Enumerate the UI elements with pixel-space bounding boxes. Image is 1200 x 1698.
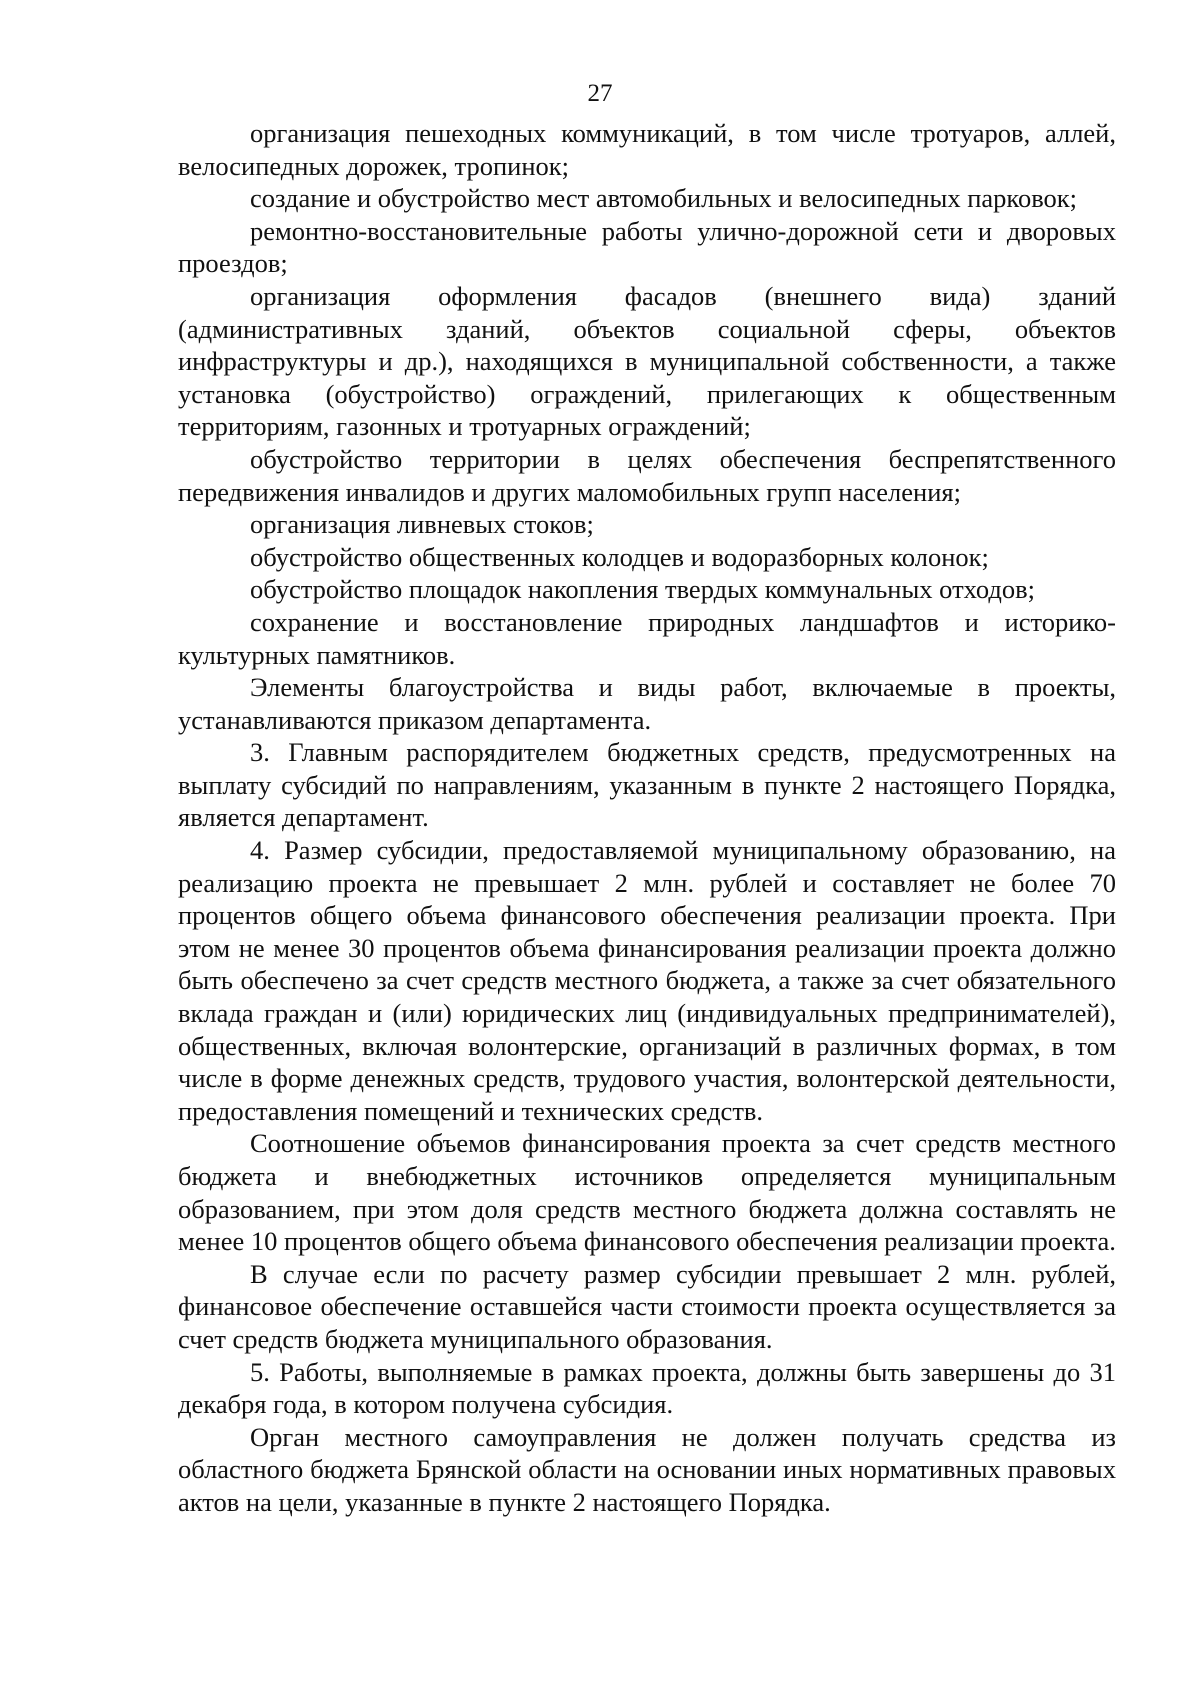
paragraph: 4. Размер субсидии, предоставляемой муниципальному образованию, на реализацию проекта не превышает 2 млн. рублей и составляет не более 70 процентов общего объема финансового обеспечения реализации проекта. При этом не менее 30 процентов объема финансирования реализации проекта должно быть обеспечено за счет средств местного бюджета, а также за счет обязательного вклада граждан и (или) юридических лиц (индивидуальных предпринимателей), общественных, включая волонтерские, организаций в различных формах, в том числе в форме денежных средств, трудового участия, волонтерской деятельности, предоставления помещений и технических средств. [178, 835, 1116, 1126]
paragraph: 3. Главным распорядителем бюджетных средств, предусмотренных на выплату субсидий по направлениям, указанным в пункте 2 настоящего Порядка, является департамент. [178, 737, 1116, 833]
paragraph: сохранение и восстановление природных ландшафтов и историко-культурных памятников. [178, 606, 1116, 670]
paragraph: Орган местного самоуправления не должен получать средства из областного бюджета Брянской области на основании иных нормативных правовых актов на цели, указанные в пункте 2 настоящего Порядка. [178, 1421, 1116, 1517]
page-number: 27 [587, 80, 613, 107]
paragraph: обустройство площадок накопления твердых коммунальных отходов; [250, 574, 1035, 605]
paragraph: обустройство общественных колодцев и водоразборных колонок; [250, 541, 989, 572]
paragraph: обустройство территории в целях обеспечения беспрепятственного передвижения инвалидов и других маломобильных групп населения; [178, 443, 1116, 507]
paragraph: Элементы благоустройства и виды работ, включаемые в проекты, устанавливаются приказом департамента. [178, 672, 1116, 735]
document-body [178, 117, 1116, 1519]
paragraph: создание и обустройство мест автомобильных и велосипедных парковок; [250, 183, 1078, 214]
paragraph: организация ливневых стоков; [250, 509, 594, 540]
paragraph: Соотношение объемов финансирования проекта за счет средств местного бюджета и внебюджетных источников определяется муниципальным образованием, при этом доля средств местного бюджета должна составлять не менее 10 процентов общего объема финансового обеспечения реализации проекта. [178, 1128, 1116, 1257]
paragraph: 5. Работы, выполняемые в рамках проекта, должны быть завершены до 31 декабря года, в котором получена субсидия. [178, 1356, 1116, 1420]
paragraph: организация пешеходных коммуникаций, в том числе тротуаров, аллей, велосипедных дорожек, тропинок; [178, 118, 1116, 181]
paragraph: организация оформления фасадов (внешнего вида) зданий (административных зданий, объектов социальной сферы, объектов инфраструктуры и др.), находящихся в муниципальной собственности, а также установка (обустройство) ограждений, прилегающих к общественным территориям, газонных и тротуарных ограждений; [178, 280, 1116, 442]
paragraph: ремонтно-восстановительные работы улично-дорожной сети и дворовых проездов; [178, 215, 1116, 279]
paragraph: В случае если по расчету размер субсидии превышает 2 млн. рублей, финансовое обеспечение оставшейся части стоимости проекта осуществляется за счет средств бюджета муниципального образования. [178, 1258, 1116, 1354]
